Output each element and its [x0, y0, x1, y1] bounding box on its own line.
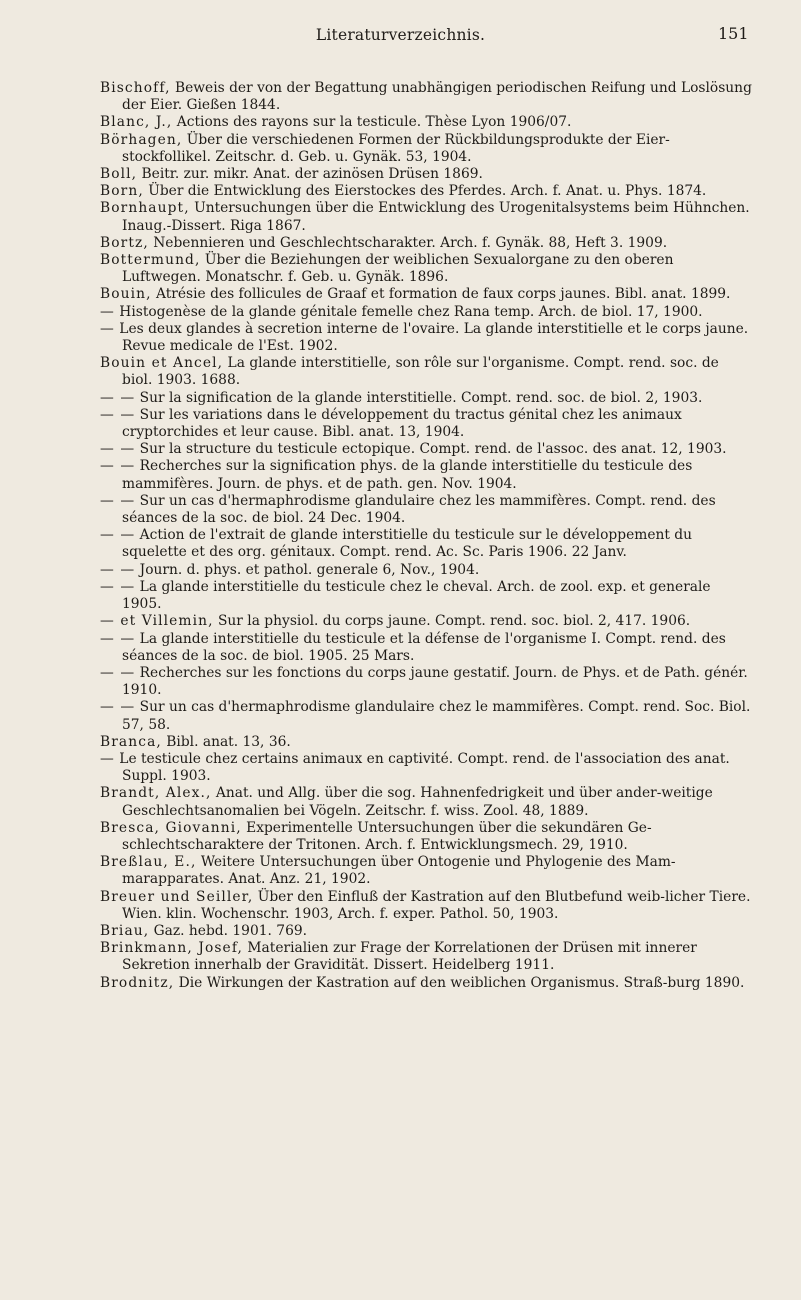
entry-text: Experimentelle Untersuchungen über die sekundären Ge-schlechtscharaktere der Tritonen. Arch. f. Entwicklungsmech. 29, 1910.	[122, 819, 652, 853]
entry-author: Bouin,	[100, 286, 152, 303]
entry-author: — —	[100, 699, 136, 716]
bib-entry	[100, 940, 752, 974]
entry-author: — —	[100, 527, 136, 544]
entry-author: Briau,	[100, 922, 150, 939]
entry-author: — —	[100, 630, 136, 647]
entry-author: Bornhaupt,	[100, 200, 190, 217]
bib-entry	[100, 820, 752, 854]
entry-author: Branca,	[100, 733, 162, 750]
bib-entry	[100, 286, 752, 303]
bib-entry	[100, 252, 752, 286]
entry-text: La glande interstitielle du testicule chez le cheval. Arch. de zool. exp. et generale 1905.	[122, 578, 711, 613]
bib-entry	[100, 166, 752, 183]
bib-entry	[100, 613, 752, 630]
bib-entry	[100, 562, 752, 579]
entry-text: Actions des rayons sur la testicule. Thèse Lyon 1906/07.	[172, 114, 572, 131]
entry-author: Boll,	[100, 166, 138, 183]
entry-author: Breuer und Seiller,	[100, 888, 254, 905]
entry-text: Beweis der von der Begattung unabhängigen periodischen Reifung und Loslösung der Eier. Gießen 1844.	[122, 80, 752, 114]
entry-author: — —	[100, 441, 136, 458]
bib-entry	[100, 407, 752, 441]
entry-text: Beitr. zur. mikr. Anat. der azinösen Drüsen 1869.	[137, 166, 483, 183]
entry-text: Les deux glandes à secretion interne de l'ovaire. La glande interstitielle et le corps jaune. Revue medicale de l'Est. 1902.	[114, 320, 749, 355]
entry-author: —	[100, 303, 115, 320]
bib-entry	[100, 200, 752, 234]
entry-author: — —	[100, 389, 136, 406]
bib-entry	[100, 734, 752, 751]
bib-entry	[100, 114, 752, 131]
bib-entry	[100, 579, 752, 613]
entry-author: — —	[100, 664, 136, 681]
entry-author: —	[100, 320, 115, 337]
entry-text: La glande interstitielle du testicule et la défense de l'organisme I. Compt. rend. des séances de la soc. de biol. 1905. 25 Mars.	[122, 630, 726, 664]
bib-entry	[100, 132, 752, 166]
running-head: Literaturverzeichnis.	[315, 26, 486, 44]
entry-text: Journ. d. phys. et pathol. generale 6, Nov., 1904.	[135, 561, 480, 578]
entry-author: Bortz,	[100, 234, 149, 251]
entry-text: Le testicule chez certains animaux en captivité. Compt. rend. de l'association des anat. Suppl. 1903.	[114, 750, 730, 785]
entry-text: Histogenèse de la glande génitale femelle chez Rana temp. Arch. de biol. 17, 1900.	[114, 303, 703, 320]
bib-entry	[100, 458, 752, 492]
bib-entry	[100, 785, 752, 819]
entry-text: Atrésie des follicules de Graaf et formation de faux corps jaunes. Bibl. anat. 1899.	[151, 286, 731, 303]
entry-text: Sur les variations dans le développement du tractus génital chez les animaux cryptorchides et leur cause. Bibl. anat. 13, 1904.	[122, 406, 682, 441]
entry-author: Blanc, J.,	[100, 114, 173, 131]
entry-author: Brandt, Alex.,	[100, 785, 212, 802]
entry-text: Sur la signification de la glande interstitielle. Compt. rend. soc. de biol. 2, 1903.	[135, 389, 703, 406]
entry-text: Untersuchungen über die Entwicklung des Urogenitalsystems beim Hühnchen. Inaug.-Dissert. Riga 1867.	[122, 200, 750, 234]
entry-author: Börhagen,	[100, 131, 183, 148]
bibliography-list	[100, 80, 752, 992]
entry-author: Bischoff,	[100, 80, 171, 96]
bib-entry	[100, 441, 752, 458]
bib-entry	[100, 699, 752, 733]
entry-author: Breßlau, E.,	[100, 854, 197, 871]
entry-author: Born,	[100, 183, 144, 200]
entry-text: Anat. und Allg. über die sog. Hahnenfedrigkeit und über ander-weitige Geschlechtsanomalien bei Vögeln. Zeitschr. f. wiss. Zool. 48, 1889.	[122, 785, 713, 819]
entry-text: Action de l'extrait de glande interstitielle du testicule sur le développement du squelette et des org. génitaux. Compt. rend. Ac. Sc. Paris 1906. 22 Janv.	[122, 527, 693, 561]
bib-entry	[100, 80, 752, 114]
entry-author: Brodnitz,	[100, 974, 175, 991]
entry-text: Über die verschiedenen Formen der Rückbildungsprodukte der Eier-stockfollikel. Zeitschr. d. Geb. u. Gynäk. 53, 1904.	[122, 131, 670, 165]
entry-author: —	[100, 750, 115, 767]
entry-text: Sur un cas d'hermaphrodisme glandulaire chez les mammifères. Compt. rend. des séances de la soc. de biol. 24 Dec. 1904.	[122, 492, 716, 527]
entry-author: Brinkmann, Josef,	[100, 940, 244, 957]
entry-author: — —	[100, 578, 136, 595]
bib-entry	[100, 235, 752, 252]
entry-text: Sur la physiol. du corps jaune. Compt. rend. soc. biol. 2, 417. 1906.	[213, 613, 691, 630]
bib-entry	[100, 493, 752, 527]
entry-author: Bresca, Giovanni,	[100, 819, 242, 836]
bib-entry	[100, 889, 752, 923]
entry-text: Die Wirkungen der Kastration auf den weiblichen Organismus. Straß-burg 1890.	[174, 974, 745, 991]
bib-entry	[100, 854, 752, 888]
entry-author: — et Villemin,	[100, 613, 214, 630]
entry-text: Sur la structure du testicule ectopique. Compt. rend. de l'assoc. des anat. 12, 1903.	[135, 441, 727, 458]
entry-text: Bibl. anat. 13, 36.	[161, 733, 291, 750]
entry-text: Über den Einfluß der Kastration auf den Blutbefund weib-licher Tiere. Wien. klin. Wochenschr. 1903, Arch. f. exper. Pathol. 50, 1903.	[122, 888, 751, 922]
entry-author: — —	[100, 458, 136, 475]
bib-entry	[100, 355, 752, 389]
entry-author: Bouin et Ancel,	[100, 355, 224, 372]
bib-entry	[100, 751, 752, 785]
entry-text: Recherches sur les fonctions du corps jaune gestatif. Journ. de Phys. et de Path. génér. 1910.	[122, 664, 748, 699]
entry-text: Weitere Untersuchungen über Ontogenie und Phylogenie des Mam-marapparates. Anat. Anz. 21, 1902.	[122, 854, 676, 888]
bib-entry	[100, 183, 752, 200]
entry-text: Über die Beziehungen der weiblichen Sexualorgane zu den oberen Luftwegen. Monatschr. f. Geb. u. Gynäk. 1896.	[122, 252, 674, 286]
entry-text: Recherches sur la signification phys. de la glande interstitielle du testicule des mammifères. Journ. de phys. et de path. gen. Nov. 1904.	[122, 458, 693, 492]
page-number: 151	[718, 24, 749, 43]
entry-author: — —	[100, 561, 136, 578]
entry-text: Materialien zur Frage der Korrelationen der Drüsen mit innerer Sekretion innerhalb der Gravidität. Dissert. Heidelberg 1911.	[122, 940, 697, 974]
bib-entry	[100, 527, 752, 561]
bib-entry	[100, 321, 752, 355]
bib-entry	[100, 631, 752, 665]
entry-author: — —	[100, 406, 136, 423]
entry-text: Über die Entwicklung des Eierstockes des Pferdes. Arch. f. Anat. u. Phys. 1874.	[143, 183, 707, 200]
entry-text: Nebennieren und Geschlechtscharakter. Arch. f. Gynäk. 88, Heft 3. 1909.	[148, 234, 668, 251]
bib-entry	[100, 390, 752, 407]
bib-entry	[100, 975, 752, 992]
bib-entry	[100, 923, 752, 940]
bib-entry	[100, 304, 752, 321]
bib-entry	[100, 665, 752, 699]
entry-author: — —	[100, 492, 136, 509]
entry-text: Gaz. hebd. 1901. 769.	[149, 922, 308, 939]
entry-text: La glande interstitielle, son rôle sur l'organisme. Compt. rend. soc. de biol. 1903. 1688.	[122, 355, 719, 389]
entry-text: Sur un cas d'hermaphrodisme glandulaire chez le mammifères. Compt. rend. Soc. Biol. 57, 58.	[122, 699, 751, 733]
entry-author: Bottermund,	[100, 252, 201, 269]
